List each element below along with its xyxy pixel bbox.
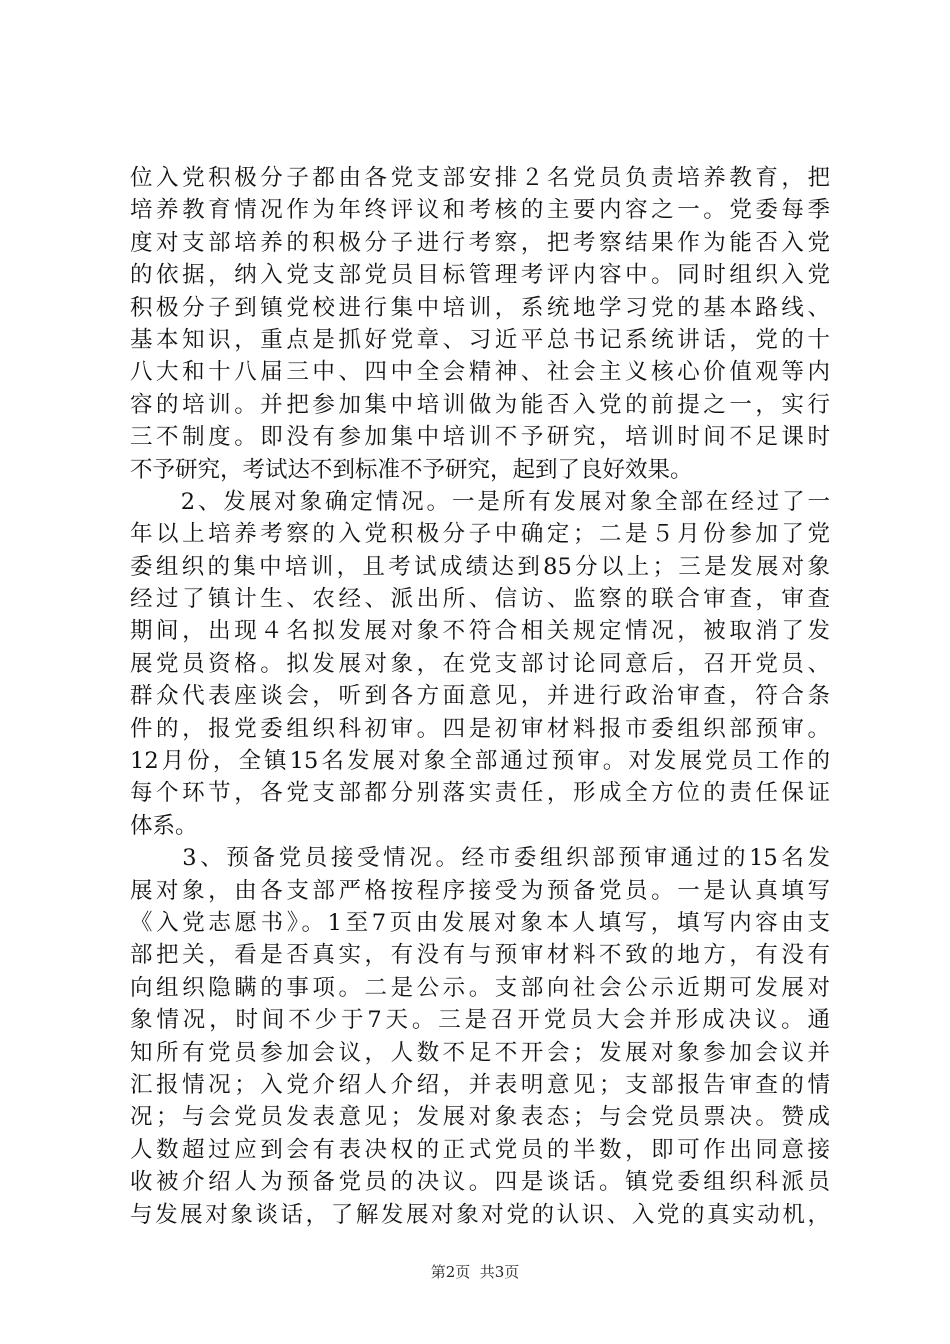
text-line: 象情况，时间不少于7天。三是召开党员大会并形成决议。通 bbox=[130, 1007, 830, 1034]
text-line: 人数超过应到会有表决权的正式党员的半数，即可作出同意接 bbox=[130, 1136, 830, 1163]
text-line: 群众代表座谈会，听到各方面意见，并进行政治审查，符合条 bbox=[130, 683, 830, 710]
text-line: 不予研究，考试达不到标准不予研究，起到了良好效果。 bbox=[130, 456, 693, 483]
text-line: 收被介绍人为预备党员的决议。四是谈话。镇党委组织科派员 bbox=[130, 1169, 830, 1196]
text-line: 度对支部培养的积极分子进行考察，把考察结果作为能否入党 bbox=[130, 229, 830, 256]
text-line: 况；与会党员发表意见；发展对象表态；与会党员票决。赞成 bbox=[130, 1104, 830, 1131]
text-line: 每个环节，各党支部都分别落实责任，形成全方位的责任保证 bbox=[130, 780, 830, 807]
page-footer bbox=[0, 1262, 950, 1282]
text-line: 年以上培养考察的入党积极分子中确定；二是５月份参加了党 bbox=[130, 521, 830, 548]
text-line: 展党员资格。拟发展对象，在党支部讨论同意后，召开党员、 bbox=[130, 650, 830, 677]
text-line: 向组织隐瞒的事项。二是公示。支部向社会公示近期可发展对 bbox=[130, 974, 830, 1001]
page-number: 第2页 共3页 bbox=[430, 1263, 520, 1281]
text-line: 体系。 bbox=[130, 812, 198, 839]
text-line: 部把关，看是否真实，有没有与预审材料不致的地方，有没有 bbox=[130, 942, 830, 969]
text-line: 容的培训。并把参加集中培训做为能否入党的前提之一，实行 bbox=[130, 391, 830, 418]
text-line: 积极分子到镇党校进行集中培训，系统地学习党的基本路线、 bbox=[130, 294, 830, 321]
text-line: 知所有党员参加会议，人数不足不开会；发展对象参加会议并 bbox=[130, 1039, 830, 1066]
text-line: 与发展对象谈话，了解发展对象对党的认识、入党的真实动机， bbox=[130, 1201, 830, 1228]
text-line: 委组织的集中培训，且考试成绩达到85分以上；三是发展对象 bbox=[130, 553, 830, 580]
text-line: 汇报情况；入党介绍人介绍，并表明意见；支部报告审查的情 bbox=[130, 1071, 830, 1098]
text-line: 件的，报党委组织科初审。四是初审材料报市委组织部预审。 bbox=[130, 715, 830, 742]
text-line: 经过了镇计生、农经、派出所、信访、监察的联合审查，审查 bbox=[130, 586, 830, 613]
text-line: 《入党志愿书》。1至7页由发展对象本人填写，填写内容由支 bbox=[130, 909, 830, 936]
text-line: 期间，出现４名拟发展对象不符合相关规定情况，被取消了发 bbox=[130, 618, 830, 645]
text-line: 位入党积极分子都由各党支部安排２名党员负责培养教育，把 bbox=[130, 165, 830, 191]
text-line: 展对象，由各支部严格按程序接受为预备党员。一是认真填写 bbox=[130, 877, 830, 904]
text-line: 3、预备党员接受情况。经市委组织部预审通过的15名发 bbox=[130, 845, 830, 872]
text-line: 的依据，纳入党支部党员目标管理考评内容中。同时组织入党 bbox=[130, 262, 830, 289]
document-body bbox=[130, 162, 830, 1231]
text-line: 三不制度。即没有参加集中培训不予研究，培训时间不足课时 bbox=[130, 424, 830, 451]
text-line: 2、发展对象确定情况。一是所有发展对象全部在经过了一 bbox=[130, 488, 830, 515]
text-line: 培养教育情况作为年终评议和考核的主要内容之一。党委每季 bbox=[130, 197, 830, 224]
text-line: 12月份，全镇15名发展对象全部通过预审。对发展党员工作的 bbox=[130, 748, 830, 775]
text-line: 八大和十八届三中、四中全会精神、社会主义核心价值观等内 bbox=[130, 359, 830, 386]
text-line: 基本知识，重点是抓好党章、习近平总书记系统讲话，党的十 bbox=[130, 326, 830, 353]
